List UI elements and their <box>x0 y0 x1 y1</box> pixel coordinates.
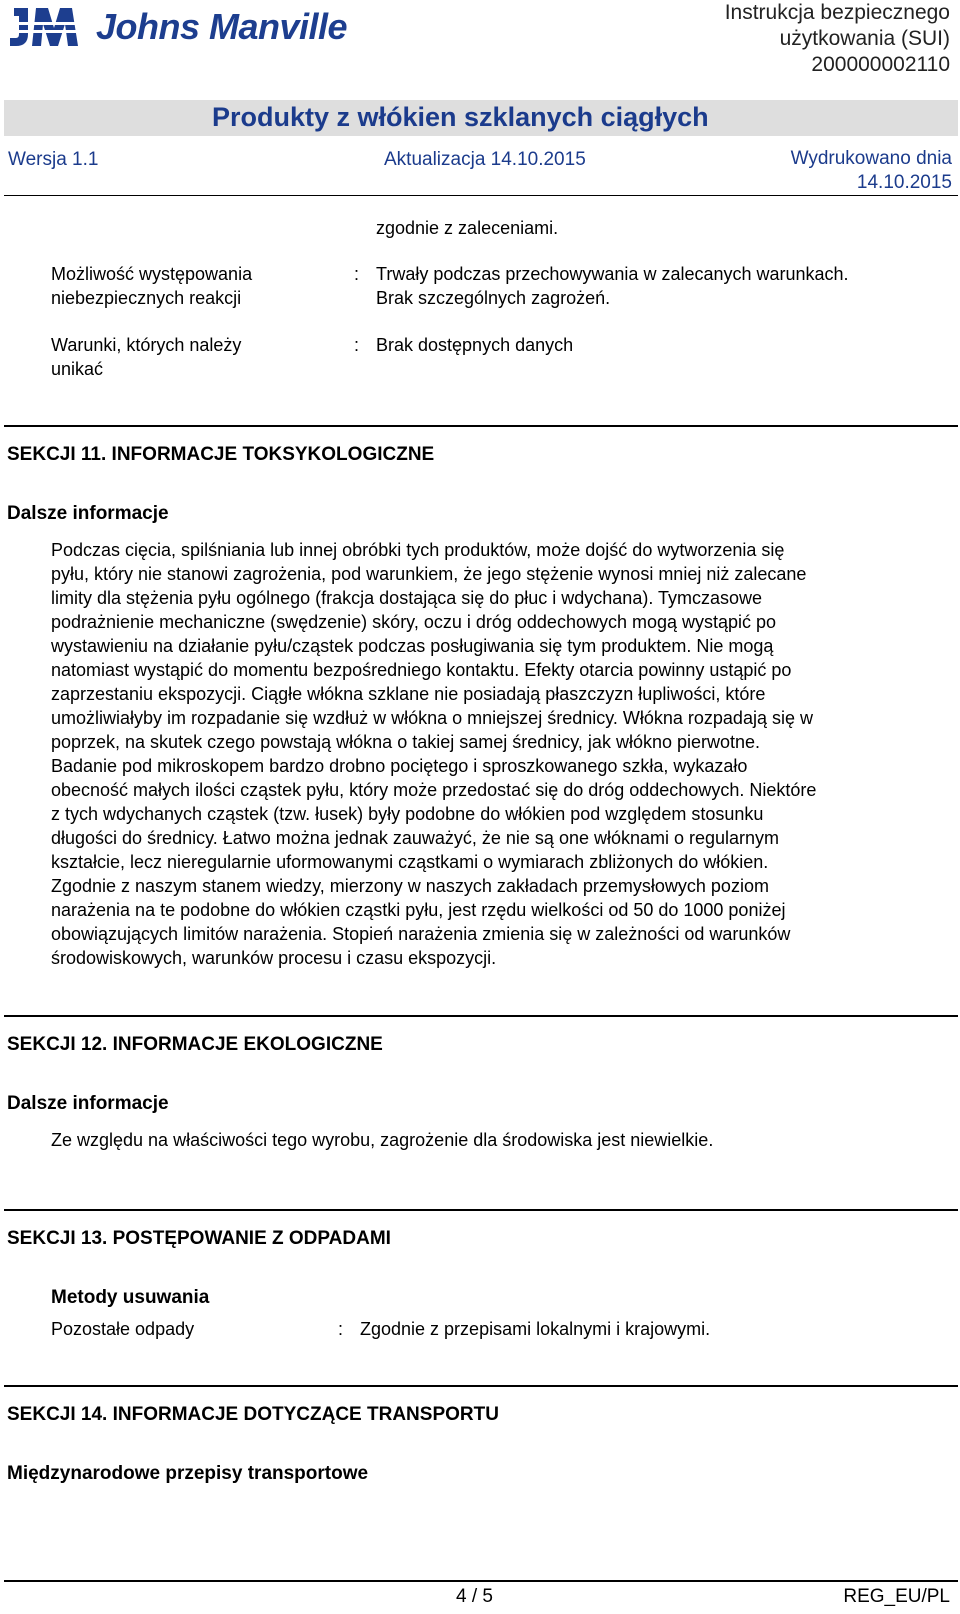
value-line: Brak szczególnych zagrożeń. <box>376 288 611 308</box>
row-value-hazardous-reactions <box>376 262 946 310</box>
section-divider <box>4 1385 958 1387</box>
print-date <box>772 147 952 195</box>
paragraph-line: natomiast wystąpić do momentu bezpośredniego kontaktu. Efekty otarcia powinny ustąpić po <box>51 660 792 680</box>
header-divider <box>4 195 958 196</box>
paragraph-line: zaprzestaniu ekspozycji. Ciągłe włókna szklane nie posiadają płaszczyzn łupliwości, które <box>51 684 766 704</box>
paragraph-line: poprzek, na skutek czego powstają włókna o takiej samej średnicy, jak włókno pierwotne. <box>51 732 761 752</box>
paragraph-line: narażenia na te podobne do włókien cząstki pyłu, jest rzędu wielkości od 50 do 1000 poniżej <box>51 900 786 920</box>
row-label-hazardous-reactions <box>51 262 341 310</box>
section-11-subtitle: Dalsze informacje <box>7 503 169 524</box>
document-type <box>725 0 950 78</box>
row-value-conditions-to-avoid <box>376 333 946 357</box>
label-line: niebezpiecznych reakcji <box>51 288 242 308</box>
paragraph-line: obowiązujących limitów narażenia. Stopień narażenia zmienia się w zależności od warunków <box>51 924 791 944</box>
section-11-paragraph <box>51 538 946 970</box>
jm-logo-icon <box>8 4 84 50</box>
paragraph-line: wystawieniu na działanie pyłu/cząstek podczas posługiwania się tym produktem. Nie mogą <box>51 636 774 656</box>
section-14-title: SEKCJI 14. INFORMACJE DOTYCZĄCE TRANSPORTU <box>7 1404 499 1425</box>
paragraph-line: kształcie, lecz nieregularnie uformowanymi cząstkami o wymiarach zbliżonych do włókien. <box>51 852 769 872</box>
row-value-other-waste: Zgodnie z przepisami lokalnymi i krajowymi. <box>360 1319 711 1339</box>
section-divider <box>4 1209 958 1211</box>
value-line: Trwały podczas przechowywania w zalecanych warunkach. <box>376 264 849 284</box>
colon-separator: : <box>354 264 360 284</box>
continuation-text: zgodnie z zaleceniami. <box>376 218 559 238</box>
paragraph-line: obecność małych ilości cząstek pyłu, który może przedostać się do dróg oddechowych. Niektóre <box>51 780 817 800</box>
doc-number: 200000002110 <box>811 53 950 76</box>
label-line: unikać <box>51 359 104 379</box>
version-label: Wersja 1.1 <box>8 149 99 170</box>
paragraph-line: pyłu, który nie stanowi zagrożenia, pod warunkiem, że jego stężenie wynosi mniej niż zalecane <box>51 564 807 584</box>
page-number: 4 / 5 <box>456 1586 493 1607</box>
paragraph-line: długości do średnicy. Łatwo można jednak zauważyć, że nie są one włóknami o regularnym <box>51 828 780 848</box>
row-label-conditions-to-avoid <box>51 333 341 381</box>
section-divider <box>4 425 958 427</box>
section-divider <box>4 1015 958 1017</box>
section-12-paragraph: Ze względu na właściwości tego wyrobu, zagrożenie dla środowiska jest niewielkie. <box>51 1130 714 1150</box>
value-line: Brak dostępnych danych <box>376 335 574 355</box>
paragraph-line: Badanie pod mikroskopem bardzo drobno pociętego i sproszkowanego szkła, wykazało <box>51 756 748 776</box>
paragraph-line: limity dla stężenia pyłu ogólnego (frakcja dostająca się do płuc i wdychana). Tymczasowe <box>51 588 763 608</box>
section-12-title: SEKCJI 12. INFORMACJE EKOLOGICZNE <box>7 1034 383 1055</box>
section-13-subtitle: Metody usuwania <box>51 1287 210 1308</box>
product-title-text: Produkty z włókien szklanych ciągłych <box>212 102 709 132</box>
doc-type-line: użytkowania (SUI) <box>779 27 950 50</box>
label-line: Warunki, których należy <box>51 335 242 355</box>
print-date-value: 14.10.2015 <box>856 172 952 193</box>
paragraph-line: umożliwiałyby im rozpadanie się wzdłuż w włókna o mniejszej średnicy. Włókna rozpadają się w <box>51 708 813 728</box>
company-logo <box>8 4 358 50</box>
paragraph-line: Podczas cięcia, spilśniania lub innej obróbki tych produktów, może dojść do wytworzenia się <box>51 540 785 560</box>
row-label-other-waste: Pozostałe odpady <box>51 1319 195 1339</box>
paragraph-line: podrażnienie mechaniczne (swędzenie) skóry, oczu i dróg oddechowych mogą wystąpić po <box>51 612 777 632</box>
label-line: Możliwość występowania <box>51 264 253 284</box>
section-14-subtitle: Międzynarodowe przepisy transportowe <box>7 1463 369 1484</box>
regulation-code: REG_EU/PL <box>843 1586 950 1607</box>
section-13-title: SEKCJI 13. POSTĘPOWANIE Z ODPADAMI <box>7 1228 391 1249</box>
colon-separator: : <box>354 335 360 355</box>
update-date: Aktualizacja 14.10.2015 <box>384 149 586 170</box>
paragraph-line: środowiskowych, warunków procesu i czasu ekspozycji. <box>51 948 497 968</box>
colon-separator: : <box>338 1319 344 1339</box>
paragraph-line: Zgodnie z naszym stanem wiedzy, mierzony w naszych zakładach przemysłowych poziom <box>51 876 769 896</box>
footer-divider <box>4 1580 958 1582</box>
section-12-subtitle: Dalsze informacje <box>7 1093 169 1114</box>
section-11-title: SEKCJI 11. INFORMACJE TOKSYKOLOGICZNE <box>7 444 435 465</box>
paragraph-line: z tych wdychanych cząstek (tzw. łusek) były podobne do włókien pod względem stosunku <box>51 804 764 824</box>
logo-wordmark: Johns Manville <box>96 6 348 47</box>
doc-type-line: Instrukcja bezpiecznego <box>724 1 950 24</box>
print-date-label: Wydrukowano dnia <box>790 148 952 169</box>
